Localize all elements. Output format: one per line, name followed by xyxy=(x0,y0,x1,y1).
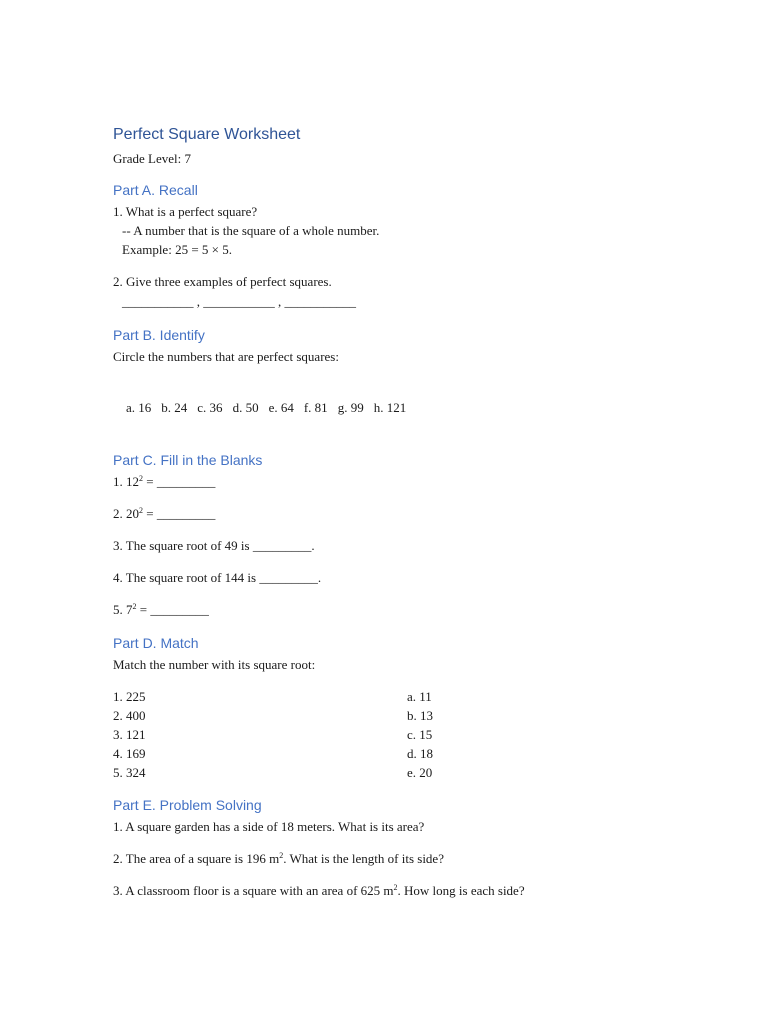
option-f: f. 81 xyxy=(303,400,328,415)
part-b-options xyxy=(113,379,713,436)
match-left-item: 2. 400 xyxy=(113,708,146,723)
match-right-item: b. 13 xyxy=(407,708,433,723)
part-e-question-2: 2. The area of a square is 196 $m^2$. What is the length of its side? xyxy=(113,851,444,866)
part-e-question-3: 3. A classroom floor is a square with an area of 625 $m^2$. How long is each side? xyxy=(113,883,525,898)
worksheet-page xyxy=(113,124,713,900)
match-left-column xyxy=(113,687,407,782)
match-left-item: 5. 324 xyxy=(113,765,146,780)
part-e-question-1: 1. A square garden has a side of 18 meters. What is its area? xyxy=(113,819,425,834)
part-c-question-3: 3. The square root of 49 is _________. xyxy=(113,538,315,553)
option-g: g. 99 xyxy=(337,400,364,415)
part-c-heading: Part C. Fill in the Blanks xyxy=(113,452,263,468)
part-a-answer-1: -- A number that is the square of a whole number. xyxy=(122,223,380,238)
grade-level: Grade Level: 7 xyxy=(113,151,191,166)
part-c-question-4: 4. The square root of 144 is _________. xyxy=(113,570,322,585)
match-right-item: a. 11 xyxy=(407,689,432,704)
option-e: e. 64 xyxy=(268,400,294,415)
match-right-column xyxy=(407,687,433,782)
part-d-heading: Part D. Match xyxy=(113,635,199,651)
part-c-question-5: 5. $7^2$ = _________ xyxy=(113,602,209,617)
match-right-item: e. 20 xyxy=(407,765,433,780)
match-left-item: 3. 121 xyxy=(113,727,146,742)
part-a-question-1: 1. What is a perfect square? xyxy=(113,204,258,219)
option-h: h. 121 xyxy=(373,400,407,415)
match-table xyxy=(113,687,713,782)
option-b: b. 24 xyxy=(161,400,188,415)
part-e-heading: Part E. Problem Solving xyxy=(113,797,262,813)
match-left-item: 1. 225 xyxy=(113,689,146,704)
part-b-instruction: Circle the numbers that are perfect squares: xyxy=(113,349,339,364)
match-right-item: d. 18 xyxy=(407,746,433,761)
part-a-heading: Part A. Recall xyxy=(113,182,198,198)
part-a-answer-blanks: ___________ , ___________ , ___________ xyxy=(122,294,356,309)
match-left-item: 4. 169 xyxy=(113,746,146,761)
match-right-item: c. 15 xyxy=(407,727,433,742)
part-b-heading: Part B. Identify xyxy=(113,327,205,343)
part-a-example: Example: 25 = 5 × 5. xyxy=(122,242,232,257)
option-c: c. 36 xyxy=(197,400,223,415)
worksheet-title: Perfect Square Worksheet xyxy=(113,126,301,143)
option-a: a. 16 xyxy=(126,400,152,415)
part-c-question-1: 1. $12^2$ = _________ xyxy=(113,474,216,489)
part-d-instruction: Match the number with its square root: xyxy=(113,657,316,672)
option-d: d. 50 xyxy=(232,400,259,415)
part-a-question-2: 2. Give three examples of perfect squares. xyxy=(113,274,332,289)
part-c-question-2: 2. $20^2$ = _________ xyxy=(113,506,216,521)
